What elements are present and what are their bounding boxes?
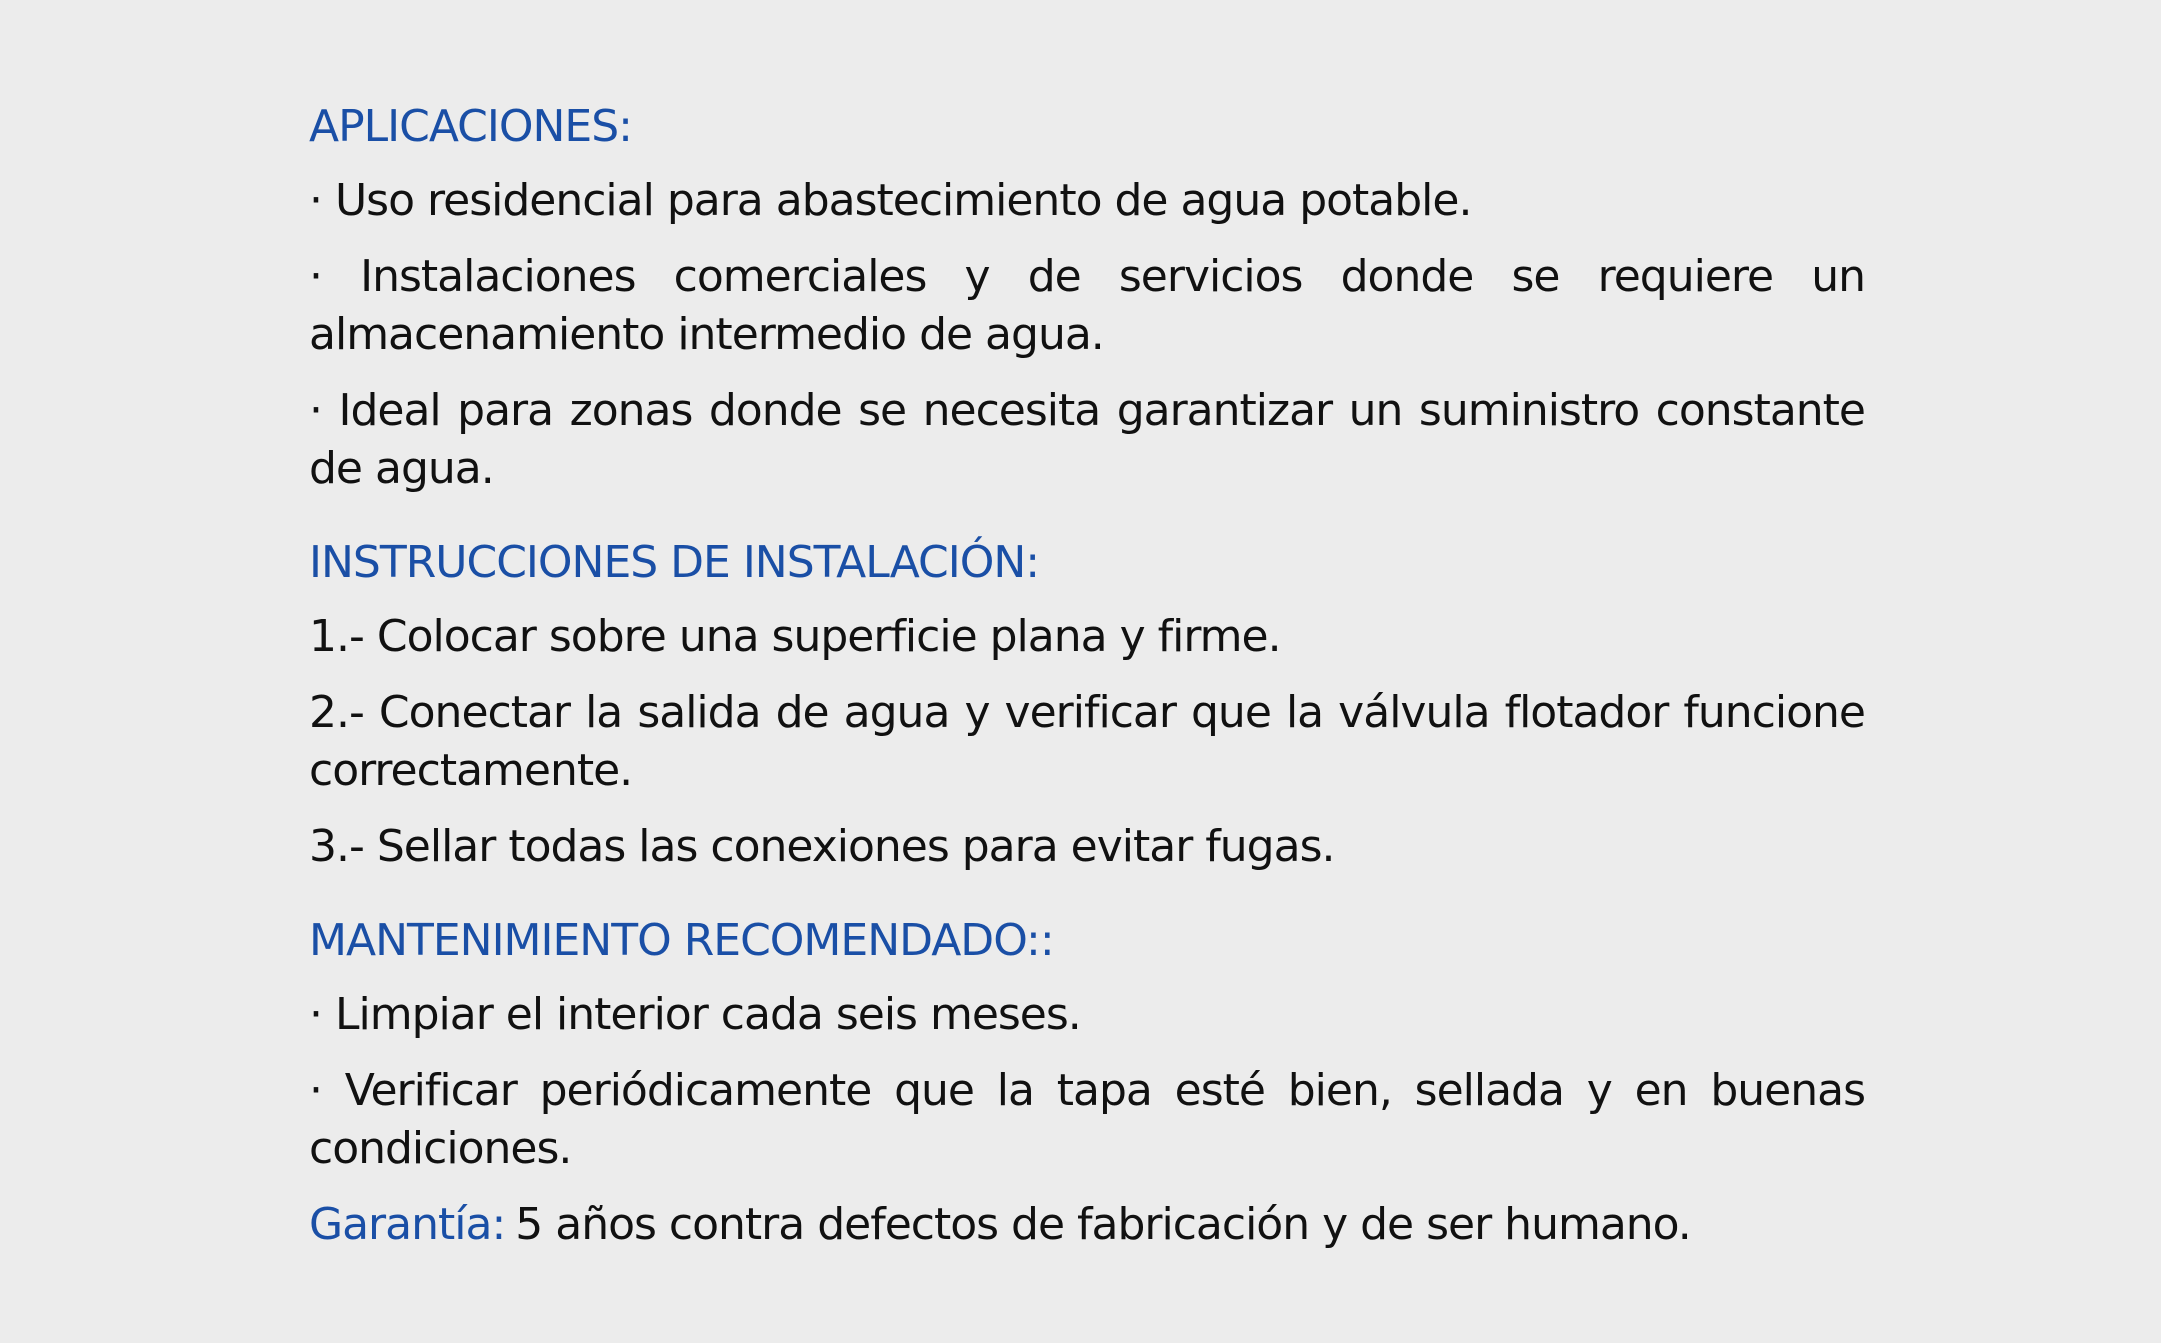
list-item: · Verificar periódicamente que la tapa esté bien, sellada y en buenas condiciones. — [309, 1065, 1865, 1174]
warranty-label: Garantía: — [309, 1199, 506, 1250]
list-item: 1.- Colocar sobre una superficie plana y firme. — [309, 611, 1281, 662]
list-item: · Instalaciones comerciales y de servicios donde se requiere un almacenamiento intermedio de agua. — [309, 251, 1865, 360]
warranty-text: 5 años contra defectos de fabricación y de ser humano. — [515, 1199, 1691, 1250]
list-item: · Limpiar el interior cada seis meses. — [309, 989, 1081, 1040]
section-title: INSTRUCCIONES DE INSTALACIÓN: — [309, 537, 1040, 588]
list-item: 3.- Sellar todas las conexiones para evitar fugas. — [309, 821, 1335, 872]
section-mantenimiento — [309, 912, 1865, 1254]
section-instrucciones — [309, 534, 1865, 876]
list-item: · Uso residencial para abastecimiento de agua potable. — [309, 175, 1472, 226]
section-title: APLICACIONES: — [309, 101, 632, 152]
list-item: · Ideal para zonas donde se necesita garantizar un suministro constante de agua. — [309, 385, 1865, 494]
warranty-line — [309, 1196, 1865, 1254]
list-item: 2.- Conectar la salida de agua y verificar que la válvula flotador funcione correctamente. — [309, 687, 1865, 796]
section-title: MANTENIMIENTO RECOMENDADO:: — [309, 915, 1054, 966]
product-info-content — [309, 98, 1865, 1272]
section-aplicaciones — [309, 98, 1865, 498]
